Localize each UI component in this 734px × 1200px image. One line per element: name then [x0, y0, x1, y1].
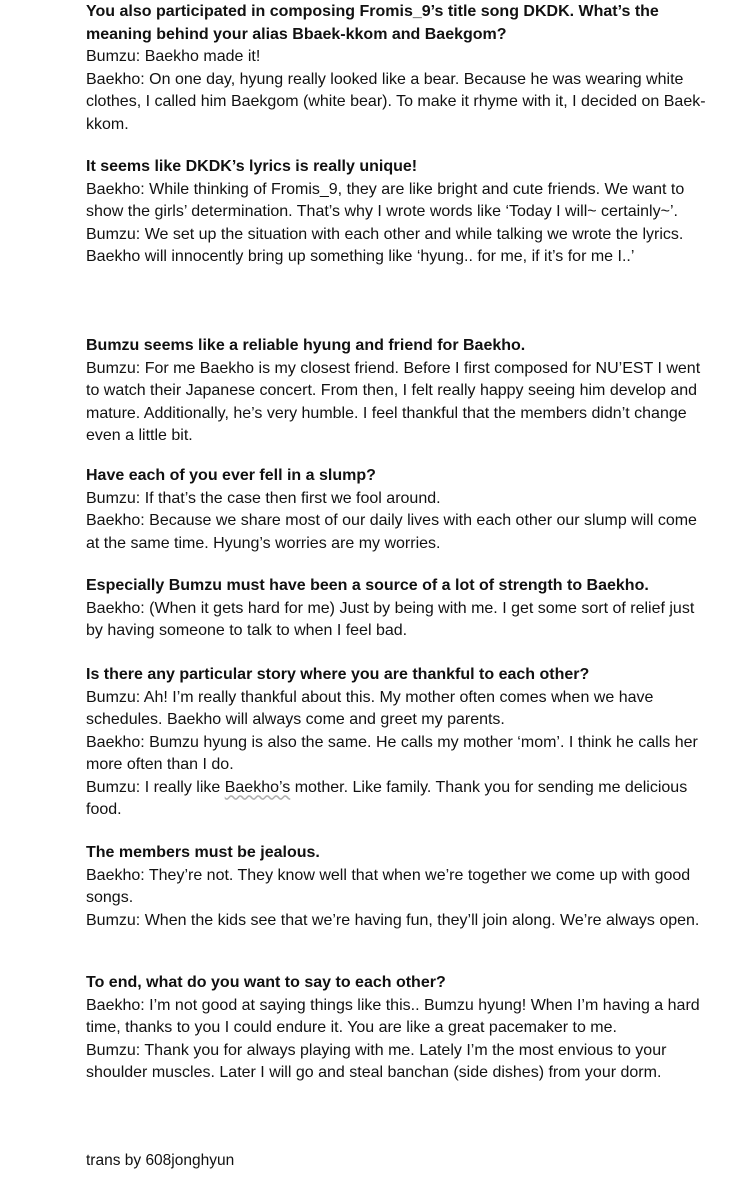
qa-section-slump [86, 465, 706, 555]
question-heading: It seems like DKDK’s lyrics is really unique! [86, 158, 418, 175]
answer-paragraph: Bumzu: When the kids see that we’re having fun, they’ll join along. We’re always open. [86, 911, 700, 929]
spellcheck-underlined-word: Baekho’s [224, 778, 291, 796]
qa-section-thankful [86, 664, 706, 822]
qa-section-dkdk-lyrics [86, 156, 706, 269]
question-heading: Is there any particular story where you are thankful to each other? [86, 666, 590, 683]
answer-text: mother. Like family. Thank you for sending me delicious food. [86, 778, 688, 818]
question-heading: Have each of you ever fell in a slump? [86, 467, 376, 484]
qa-section-reliable-hyung [86, 335, 706, 448]
question-heading: Especially Bumzu must have been a source of a lot of strength to Baekho. [86, 577, 649, 594]
answer-paragraph: Baekho: Because we share most of our daily lives with each other our slump will come at the same time. Hyung’s worries are my worries. [86, 512, 697, 552]
question-heading: The members must be jealous. [86, 844, 320, 861]
answer-paragraph: Bumzu: Thank you for always playing with me. Lately I’m the most envious to your shoulder muscles. Later I will go and steal banchan (side dishes) from your dorm. [86, 1041, 667, 1081]
answer-paragraph: Bumzu: We set up the situation with each other and while talking we wrote the lyrics. Baekho will innocently bring up something like ‘hyung.. for me, if it’s for me I..’ [86, 225, 684, 265]
answer-paragraph: Bumzu: Baekho made it! [86, 48, 261, 65]
answer-paragraph: Bumzu: For me Baekho is my closest friend. Before I first composed for NU’EST I went to watch their Japanese concert. From then, I felt really happy seeing him develop and mature. Additionally, he’s very humble. I feel thankful that the members didn’t change even a little bit. [86, 359, 701, 444]
qa-section-closing [86, 972, 706, 1085]
answer-paragraph: Baekho: They’re not. They know well that when we’re together we come up with good songs. [86, 866, 691, 906]
qa-section-strength [86, 575, 706, 643]
question-heading: To end, what do you want to say to each other? [86, 974, 446, 991]
answer-paragraph: Bumzu: If that’s the case then first we fool around. [86, 489, 441, 507]
qa-section-dkdk-alias [86, 0, 706, 136]
answer-paragraph: Baekho: (When it gets hard for me) Just by being with me. I get some sort of relief just by having someone to talk to when I feel bad. [86, 599, 695, 639]
answer-paragraph: Baekho: I’m not good at saying things like this.. Bumzu hyung! When I’m having a hard time, thanks to you I could endure it. You are like a great pacemaker to me. [86, 996, 700, 1036]
answer-paragraph: Baekho: On one day, hyung really looked like a bear. Because he was wearing white clothes, I called him Baekgom (white bear). To make it rhyme with it, I decided on Baek-kkom. [86, 70, 706, 133]
answer-paragraph: Baekho: While thinking of Fromis_9, they are like bright and cute friends. We want to show the girls’ determination. That’s why I wrote words like ‘Today I will~ certainly~’. [86, 180, 685, 220]
question-heading: You also participated in composing Fromis_9’s title song DKDK. What’s the meaning behind your alias Bbaek-kkom and Baekgom? [86, 3, 659, 43]
question-heading: Bumzu seems like a reliable hyung and friend for Baekho. [86, 337, 526, 354]
answer-paragraph: Baekho: Bumzu hyung is also the same. He calls my mother ‘mom’. I think he calls her more often than I do. [86, 733, 698, 773]
answer-paragraph: Bumzu: Ah! I’m really thankful about this. My mother often comes when we have schedules. Baekho will always come and greet my parents. [86, 688, 654, 728]
translator-credit: trans by 608jonghyun [86, 1152, 235, 1169]
answer-paragraph [86, 777, 706, 822]
qa-section-members-jealous [86, 842, 706, 932]
answer-text: Bumzu: I really like [86, 778, 225, 796]
